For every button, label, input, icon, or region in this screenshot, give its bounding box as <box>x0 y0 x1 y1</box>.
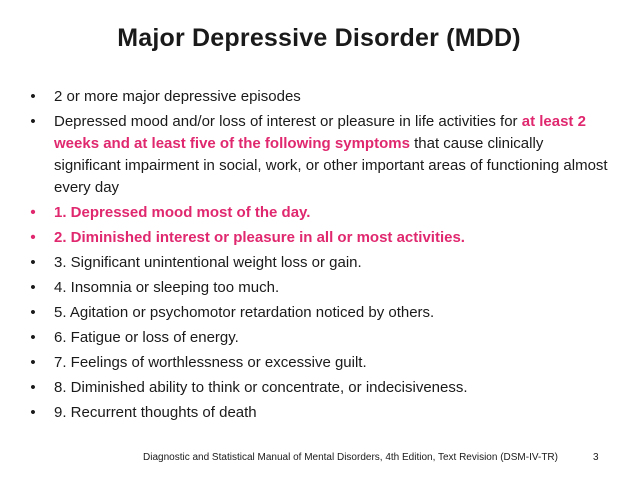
list-item <box>27 202 612 224</box>
page-number: 3 <box>593 452 599 463</box>
bullet-text: 3. Significant unintentional weight loss or gain. <box>54 254 362 271</box>
bullet-text: 8. Diminished ability to think or concentrate, or indecisiveness. <box>54 379 468 396</box>
list-item <box>27 111 612 199</box>
list-item <box>27 302 612 324</box>
bullet-list <box>27 86 612 427</box>
bullet-dot: • <box>30 379 36 396</box>
bullet-dot: • <box>30 404 36 421</box>
bullet-dot: • <box>30 354 36 371</box>
bullet-text: 6. Fatigue or loss of energy. <box>54 329 239 346</box>
bullet-dot: • <box>30 254 36 271</box>
bullet-text: 9. Recurrent thoughts of death <box>54 404 257 421</box>
list-item <box>27 277 612 299</box>
footer-citation: Diagnostic and Statistical Manual of Mental Disorders, 4th Edition, Text Revision (DSM-IV-TR) <box>143 452 558 463</box>
list-item <box>27 377 612 399</box>
bullet-dot: • <box>30 279 36 296</box>
bullet-dot: • <box>30 204 36 221</box>
list-item <box>27 86 612 108</box>
bullet-text: 1. Depressed mood most of the day. <box>54 204 311 221</box>
bullet-dot: • <box>30 113 36 130</box>
bullet-text: 2. Diminished interest or pleasure in all or most activities. <box>54 229 465 246</box>
slide-title: Major Depressive Disorder (MDD) <box>117 24 521 52</box>
bullet-dot: • <box>30 304 36 321</box>
bullet-text: 4. Insomnia or sleeping too much. <box>54 279 280 296</box>
list-item <box>27 402 612 424</box>
list-item <box>27 227 612 249</box>
bullet-highlight: at least 2 weeks and at least five of the following symptoms <box>54 113 586 152</box>
bullet-text: 7. Feelings of worthlessness or excessive guilt. <box>54 354 367 371</box>
bullet-text: 5. Agitation or psychomotor retardation noticed by others. <box>54 304 435 321</box>
list-item <box>27 327 612 349</box>
bullet-text: 2 or more major depressive episodes <box>54 88 301 105</box>
bullet-text-before: Depressed mood and/or loss of interest or pleasure in life activities for <box>54 113 522 130</box>
list-item <box>27 352 612 374</box>
list-item <box>27 252 612 274</box>
bullet-dot: • <box>30 229 36 246</box>
bullet-dot: • <box>30 88 36 105</box>
bullet-text-after: that cause clinically significant impairment in social, work, or other important areas of functioning almost every day <box>54 135 608 196</box>
bullet-dot: • <box>30 329 36 346</box>
